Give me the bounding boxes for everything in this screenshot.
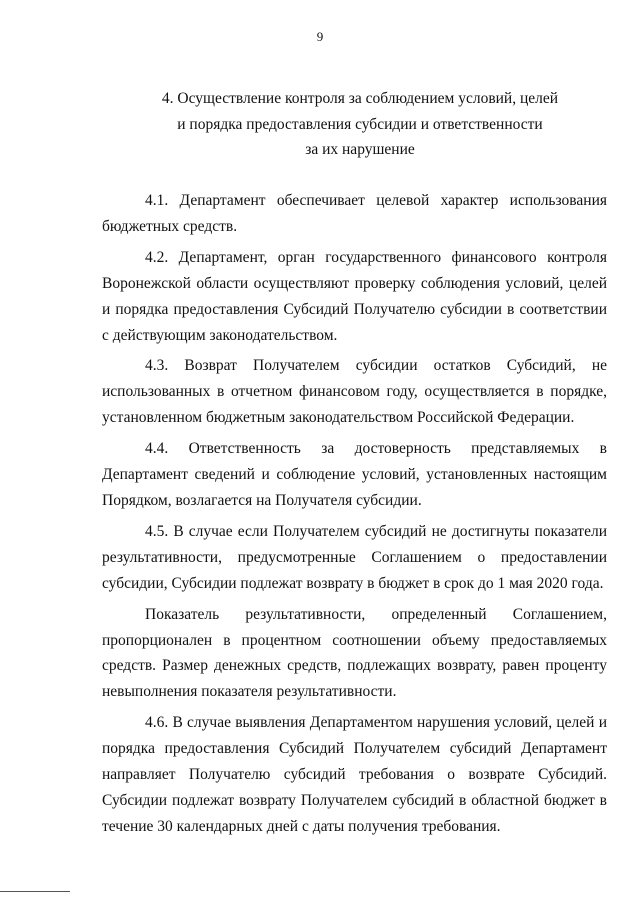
paragraph-4-5: 4.5. В случае если Получателем субсидий не достигнуты показатели результативности, предусмотренные Соглашением о предоставлении субсидии, Субсидии подлежат возврату в бюджет в срок до 1 мая 2020 года. — [102, 522, 607, 592]
scan-edge-line — [0, 891, 70, 892]
section-heading-line-1: 4. Осуществление контроля за соблюдением условий, целей — [161, 90, 559, 107]
paragraph-4-4: 4.4. Ответственность за достоверность представляемых в Департамент сведений и соблюдение условий, установленных настоящим Порядком, возлагается на Получателя субсидии. — [102, 440, 607, 509]
document-body — [102, 188, 607, 840]
paragraph-4-3: 4.3. Возврат Получателем субсидии остатков Субсидий, не использованных в отчетном финансовом году, осуществляется в порядке, установленном бюджетным законодательством Российской Федерации. — [102, 357, 607, 427]
section-heading — [80, 86, 640, 163]
paragraph-4-2: 4.2. Департамент, орган государственного финансового контроля Воронежской области осуществляют проверку соблюдения условий, целей и порядка предоставления Субсидий Получателю субсидии в соответствии с действующим законодательством. — [102, 248, 607, 344]
section-heading-line-2: и порядка предоставления субсидии и ответственности — [177, 115, 543, 133]
paragraph-indicator: Показатель результативности, определенный Соглашением, пропорционален в процентном соотношении объему предоставляемых средств. Размер денежных средств, подлежащих возврату, равен проценту невыполнения показателя результативности. — [102, 605, 607, 701]
paragraph-4-1: 4.1. Департамент обеспечивает целевой характер использования бюджетных средств. — [102, 192, 607, 235]
paragraph-4-6: 4.6. В случае выявления Департаментом нарушения условий, целей и порядка предоставления Субсидий Получателем субсидий Департамент направляет Получателю субсидий требования о возврате Субсидий. Субсидии подлежат возврату Получателем субсидий в областной бюджет в течение 30 календарных дней с даты получения требования. — [102, 714, 607, 835]
section-heading-line-3: за их нарушение — [305, 141, 415, 158]
page-number: 9 — [316, 29, 324, 44]
